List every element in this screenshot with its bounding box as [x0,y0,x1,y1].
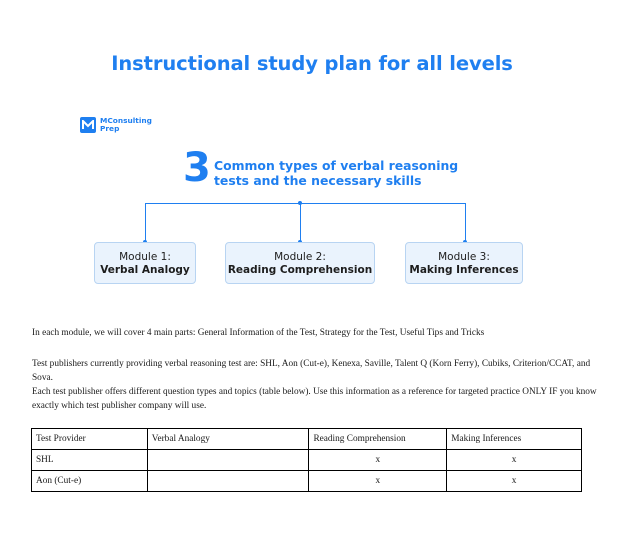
logo [80,117,152,134]
table-row [32,471,582,492]
connector-right [465,203,466,242]
logo-line2: Prep [100,124,120,134]
table-header-cell: Making Inferences [447,429,582,450]
diagram-heading-line1: Common types of verbal reasoning [214,158,459,173]
table-cell: x [309,450,447,471]
logo-line1: MConsulting [100,116,152,125]
table-cell: SHL [32,450,148,471]
table-header-row [32,429,582,450]
diagram-heading [214,158,458,188]
module-1-label: Module 1: [119,251,171,263]
paragraph-publishers: Test publishers currently providing verbal reasoning test are: SHL, Aon (Cut-e), Kenexa, Saville, Talent Q (Korn Ferry), Cubiks, Criterion/CCAT, and Sova. [32,359,591,383]
module-2-label: Module 2: [274,251,326,263]
module-1-box [94,242,196,284]
logo-m-icon [80,117,96,133]
paragraph-modules: In each module, we will cover 4 main parts: General Information of the Test, Strategy for the Test, Useful Tips and Tricks [32,328,485,338]
module-2-box [225,242,375,284]
table-cell: x [309,471,447,492]
table-cell: x [447,450,582,471]
connector-top [145,203,465,204]
table-cell [147,450,309,471]
provider-table [31,428,582,492]
table-cell [147,471,309,492]
table-header-cell: Reading Comprehension [309,429,447,450]
module-3-name: Making Inferences [409,264,519,276]
diagram-number: 3 [183,145,211,191]
table-header-cell: Test Provider [32,429,148,450]
connector-left [145,203,146,242]
page-title: Instructional study plan for all levels [111,52,513,75]
module-3-box [405,242,523,284]
diagram-heading-line2: tests and the necessary skills [214,173,422,188]
module-1-name: Verbal Analogy [100,264,190,276]
module-2-name: Reading Comprehension [227,264,373,276]
paragraph-reference: Each test publisher offers different question types and topics (table below). Use this information as a reference for targeted practice ONLY IF you know exactly which test publisher company will use. [32,387,597,411]
table-cell: x [447,471,582,492]
module-3-label: Module 3: [438,251,490,263]
connector-middle [300,203,301,242]
table-row [32,450,582,471]
table-cell: Aon (Cut-e) [32,471,148,492]
table-header-cell: Verbal Analogy [147,429,309,450]
